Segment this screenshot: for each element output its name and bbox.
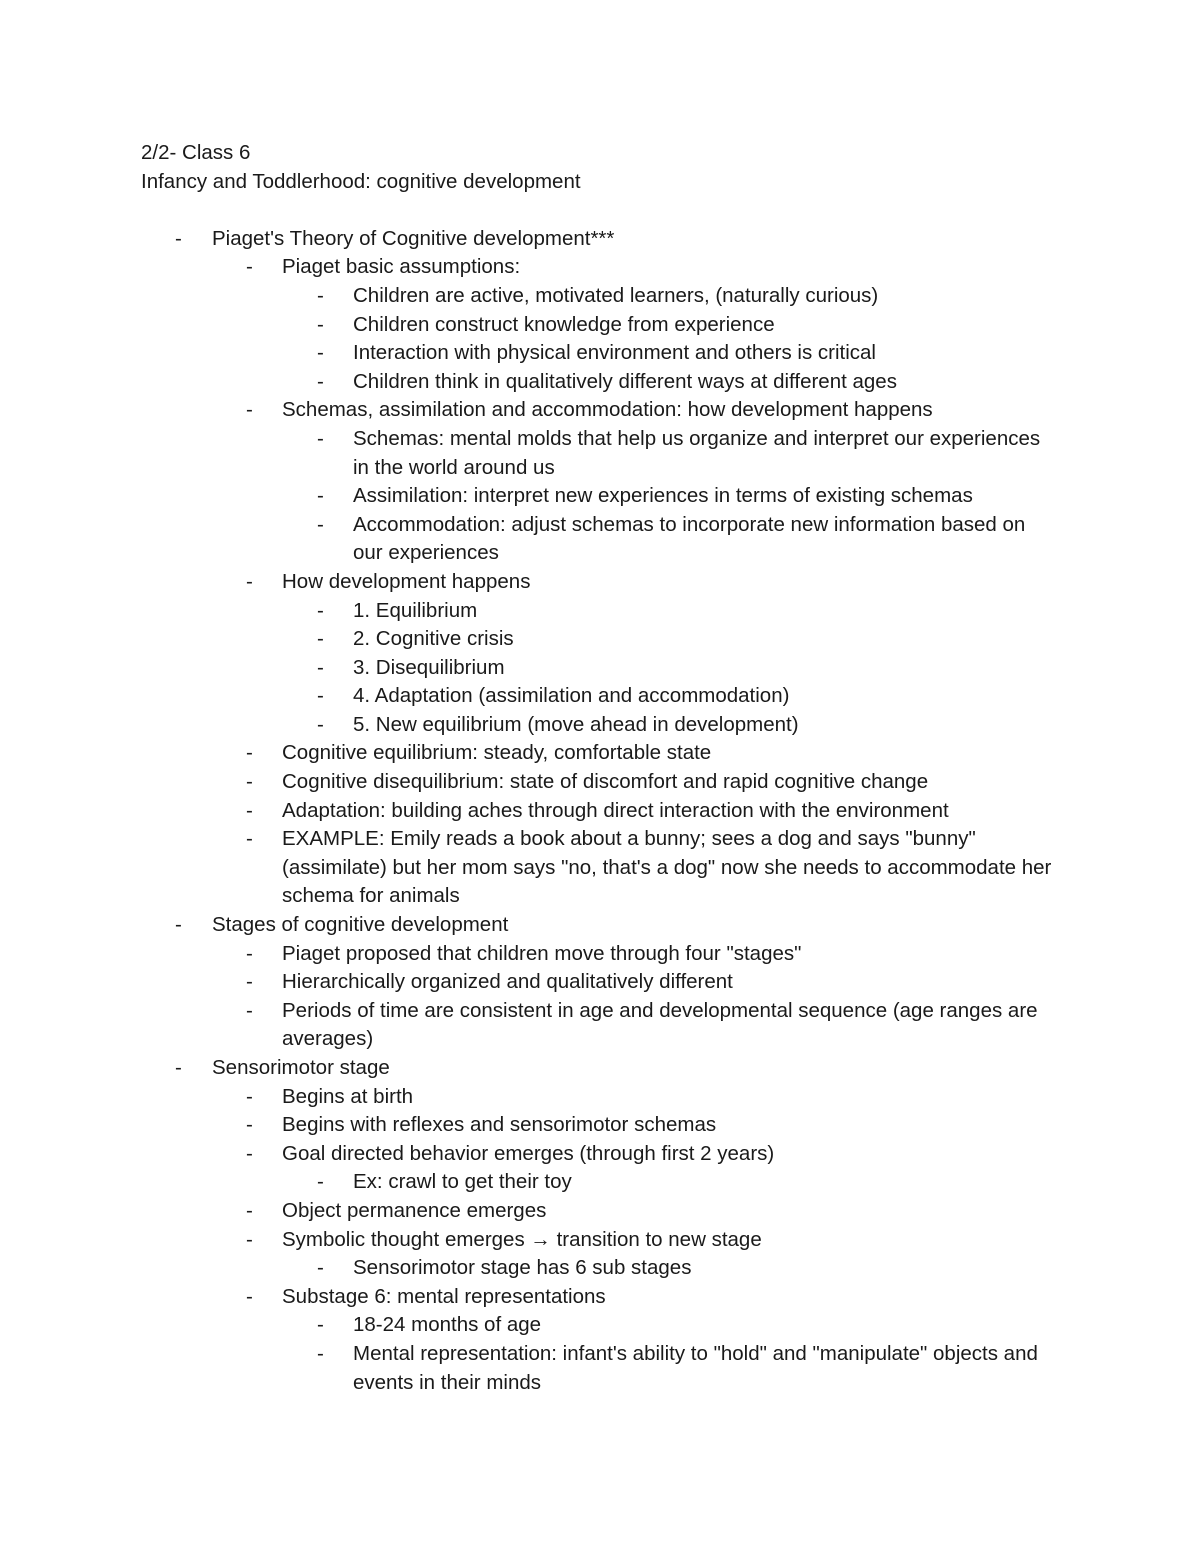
list-item-text: Cognitive disequilibrium: state of discomfort and rapid cognitive change xyxy=(282,770,929,794)
list-item-row xyxy=(141,739,1061,768)
list-item-row xyxy=(141,911,1061,940)
list-item-text: 18-24 months of age xyxy=(353,1313,542,1337)
list-item xyxy=(141,654,1061,683)
list-item-row xyxy=(141,482,1061,511)
list-item-text: Goal directed behavior emerges (through first 2 years) xyxy=(282,1141,775,1165)
list-item-row xyxy=(141,1283,1061,1312)
bullet-dash: - xyxy=(246,1227,253,1251)
list-item-row xyxy=(141,568,1061,597)
bullet-dash: - xyxy=(246,398,253,422)
nested-list xyxy=(141,1083,1061,1398)
list-item-row xyxy=(141,997,1061,1054)
list-item xyxy=(141,911,1061,940)
list-item-row xyxy=(141,311,1061,340)
bullet-dash: - xyxy=(246,798,253,822)
bullet-dash: - xyxy=(175,226,182,250)
list-item-row xyxy=(141,711,1061,740)
page-title: Infancy and Toddlerhood: cognitive development xyxy=(141,169,581,193)
bullet-dash: - xyxy=(317,712,324,736)
list-item xyxy=(141,682,1061,711)
list-item-row xyxy=(141,682,1061,711)
bullet-dash: - xyxy=(246,1141,253,1165)
list-item xyxy=(141,1083,1061,1112)
list-item-row xyxy=(141,1168,1061,1197)
document-body xyxy=(141,139,1061,1397)
list-item-text: Children construct knowledge from experience xyxy=(353,312,775,336)
list-item xyxy=(141,311,1061,340)
list-item xyxy=(141,1054,1061,1083)
list-item-row xyxy=(141,797,1061,826)
list-item xyxy=(141,711,1061,740)
list-item xyxy=(141,997,1061,1054)
list-item-text: Adaptation: building aches through direct interaction with the environment xyxy=(282,798,949,822)
bullet-dash: - xyxy=(246,770,253,794)
list-item xyxy=(141,368,1061,397)
list-item-text: Periods of time are consistent in age and developmental sequence (age ranges are averages) xyxy=(282,998,1038,1051)
list-item xyxy=(141,1197,1061,1226)
list-item-text: 2. Cognitive crisis xyxy=(353,627,514,651)
list-item-text: Stages of cognitive development xyxy=(212,913,509,937)
list-item-row xyxy=(141,1111,1061,1140)
list-item xyxy=(141,797,1061,826)
nested-list xyxy=(141,1254,1061,1283)
list-item-row xyxy=(141,968,1061,997)
bullet-dash: - xyxy=(317,655,324,679)
list-item-text: Children are active, motivated learners, (naturally curious) xyxy=(353,283,879,307)
list-item-text: Piaget basic assumptions: xyxy=(282,255,521,279)
list-item-text: Substage 6: mental representations xyxy=(282,1284,606,1308)
list-item-row xyxy=(141,1254,1061,1283)
list-item-row xyxy=(141,1340,1061,1397)
bullet-dash: - xyxy=(246,569,253,593)
bullet-dash: - xyxy=(317,627,324,651)
nested-list xyxy=(141,282,1061,396)
blank-line xyxy=(141,196,1061,225)
list-item-row xyxy=(141,253,1061,282)
list-item-row xyxy=(141,625,1061,654)
list-item xyxy=(141,1140,1061,1169)
bullet-dash: - xyxy=(246,255,253,279)
list-item xyxy=(141,597,1061,626)
bullet-dash: - xyxy=(175,1056,182,1079)
list-item xyxy=(141,339,1061,368)
bullet-dash: - xyxy=(246,1084,253,1108)
list-item-text: Hierarchically organized and qualitatively different xyxy=(282,970,733,994)
list-item xyxy=(141,482,1061,511)
bullet-dash: - xyxy=(317,512,324,536)
list-item xyxy=(141,1340,1061,1397)
bullet-dash: - xyxy=(246,827,253,851)
nested-list xyxy=(141,253,1061,911)
list-item xyxy=(141,253,1061,282)
list-item-text: 5. New equilibrium (move ahead in development) xyxy=(353,712,799,736)
list-item xyxy=(141,739,1061,768)
bullet-dash: - xyxy=(317,598,324,622)
bullet-dash: - xyxy=(317,1256,324,1280)
nested-list xyxy=(141,597,1061,740)
bullet-dash: - xyxy=(317,426,324,450)
list-item-row xyxy=(141,597,1061,626)
bullet-dash: - xyxy=(246,941,253,965)
bullet-dash: - xyxy=(246,1198,253,1222)
list-item-row xyxy=(141,768,1061,797)
bullet-dash: - xyxy=(246,970,253,994)
list-item xyxy=(141,568,1061,597)
bullet-dash: - xyxy=(317,369,324,393)
list-item-row xyxy=(141,282,1061,311)
list-item-row xyxy=(141,1226,1061,1255)
list-item-row xyxy=(141,225,1061,254)
list-item xyxy=(141,1168,1061,1197)
outline-list xyxy=(141,225,1061,1397)
list-item xyxy=(141,625,1061,654)
list-item-text: Begins at birth xyxy=(282,1084,414,1108)
bullet-dash: - xyxy=(317,1313,324,1337)
list-item-text: Begins with reflexes and sensorimotor schemas xyxy=(282,1113,717,1137)
list-item-text: EXAMPLE: Emily reads a book about a bunny; sees a dog and says "bunny" (assimilate) but her mom says "no, that's a dog" now she needs to accommodate her schema for animals xyxy=(282,827,1052,908)
list-item-row xyxy=(141,425,1061,482)
list-item-row xyxy=(141,654,1061,683)
list-item-text: Sensorimotor stage xyxy=(212,1056,390,1079)
list-item-row xyxy=(141,825,1061,911)
list-item-row xyxy=(141,940,1061,969)
list-item-row xyxy=(141,368,1061,397)
bullet-dash: - xyxy=(317,1170,324,1194)
nested-list xyxy=(141,1168,1061,1197)
list-item xyxy=(141,225,1061,254)
bullet-dash: - xyxy=(317,283,324,307)
list-item-text: Schemas, assimilation and accommodation: how development happens xyxy=(282,398,933,422)
bullet-dash: - xyxy=(317,341,324,365)
list-item-row xyxy=(141,1311,1061,1340)
list-item xyxy=(141,1111,1061,1140)
list-item-row xyxy=(141,1197,1061,1226)
list-item-text: Accommodation: adjust schemas to incorporate new information based on our experiences xyxy=(353,512,1026,565)
list-item-text: Piaget's Theory of Cognitive development*** xyxy=(212,226,615,250)
list-item xyxy=(141,1226,1061,1255)
list-item xyxy=(141,940,1061,969)
list-item-text: Mental representation: infant's ability to "hold" and "manipulate" objects and events in their minds xyxy=(353,1341,1038,1394)
bullet-dash: - xyxy=(317,1341,324,1365)
bullet-dash: - xyxy=(317,484,324,508)
date-line: 2/2- Class 6 xyxy=(141,141,251,164)
list-item xyxy=(141,968,1061,997)
bullet-dash: - xyxy=(317,684,324,708)
list-item-text: Piaget proposed that children move through four "stages" xyxy=(282,941,802,965)
list-item-row xyxy=(141,1054,1061,1083)
list-item-text: Schemas: mental molds that help us organize and interpret our experiences in the world around us xyxy=(353,426,1041,479)
list-item xyxy=(141,396,1061,425)
bullet-dash: - xyxy=(246,741,253,765)
list-item-text: Object permanence emerges xyxy=(282,1198,547,1222)
list-item xyxy=(141,768,1061,797)
bullet-dash: - xyxy=(246,998,253,1022)
list-item-text: Symbolic thought emerges → transition to new stage xyxy=(282,1227,762,1251)
bullet-dash: - xyxy=(246,1113,253,1137)
list-item-row xyxy=(141,396,1061,425)
list-item-text: Ex: crawl to get their toy xyxy=(353,1170,572,1194)
list-item-text: Interaction with physical environment and others is critical xyxy=(353,341,876,365)
list-item xyxy=(141,511,1061,568)
list-item-row xyxy=(141,511,1061,568)
list-item-row xyxy=(141,1083,1061,1112)
nested-list xyxy=(141,1311,1061,1397)
list-item-text: Sensorimotor stage has 6 sub stages xyxy=(353,1256,692,1280)
list-item xyxy=(141,825,1061,911)
list-item xyxy=(141,282,1061,311)
nested-list xyxy=(141,940,1061,1054)
list-item-text: 1. Equilibrium xyxy=(353,598,478,622)
list-item-row xyxy=(141,339,1061,368)
list-item-text: How development happens xyxy=(282,569,531,593)
list-item xyxy=(141,425,1061,482)
list-item-text: Children think in qualitatively different ways at different ages xyxy=(353,369,897,393)
bullet-dash: - xyxy=(246,1284,253,1308)
list-item-text: 3. Disequilibrium xyxy=(353,655,505,679)
bullet-dash: - xyxy=(175,913,182,937)
list-item-text: Assimilation: interpret new experiences in terms of existing schemas xyxy=(353,484,973,508)
nested-list xyxy=(141,425,1061,568)
list-item xyxy=(141,1311,1061,1340)
list-item xyxy=(141,1283,1061,1312)
list-item-row xyxy=(141,1140,1061,1169)
list-item xyxy=(141,1254,1061,1283)
bullet-dash: - xyxy=(317,312,324,336)
list-item-text: 4. Adaptation (assimilation and accommodation) xyxy=(353,684,790,708)
list-item-text: Cognitive equilibrium: steady, comfortable state xyxy=(282,741,712,765)
